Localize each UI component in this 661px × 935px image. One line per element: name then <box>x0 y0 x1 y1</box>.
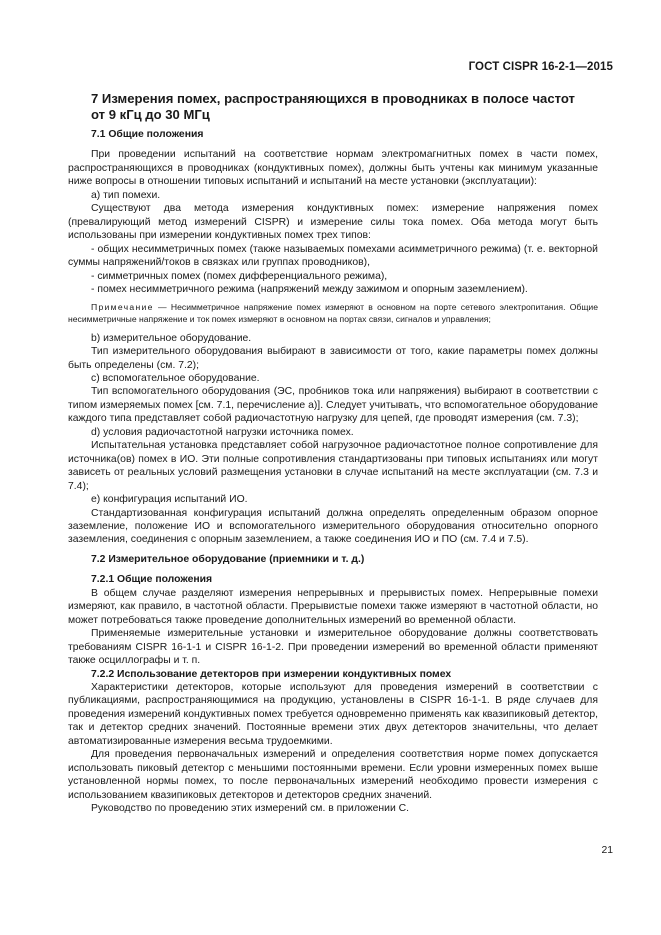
paragraph: Руководство по проведению этих измерений см. в приложении С. <box>91 803 410 815</box>
list-item-b: b) измерительное оборудование. <box>91 332 252 344</box>
dash-item: - симметричных помех (помех дифференциального режима), <box>91 270 388 282</box>
section-7-title-line1: 7 Измерения помех, распространяющихся в проводниках в полосе частот <box>91 91 575 106</box>
paragraph: Стандартизованная конфигурация испытаний должна определять определенным образом опорное заземление, положение ИО и вспомогательного измерительного оборудования относительно опорного заземления, соединения с опорным заземлением, а также соединения ИО и ПО (см. 7.4 и 7.5). <box>68 507 598 546</box>
paragraph: В общем случае разделяют измерения непрерывных и прерывистых помех. Непрерывные помехи измеряют, как правило, в частотной области. Прерывистые помехи также измеряют в частотной области, но может потребоваться также проведение дополнительных измерений во временной области. <box>68 587 598 626</box>
paragraph: Применяемые измерительные установки и измерительное оборудование должны соответствовать требованиям CISPR 16-1-1 и CISPR 16-1-2. При проведении измерений во временной области применяют также осциллографы и т. п. <box>68 628 598 667</box>
list-item-d: d) условия радиочастотной нагрузки источника помех. <box>91 426 354 438</box>
paragraph: Тип измерительного оборудования выбирают в зависимости от того, какие параметры помех должны быть определены (см. 7.2); <box>68 346 598 371</box>
section-7-1-heading: 7.1 Общие положения <box>91 129 204 140</box>
note <box>68 302 598 325</box>
section-7-2-heading: 7.2 Измерительное оборудование (приемники и т. д.) <box>91 553 365 565</box>
section-7-2-1-heading: 7.2.1 Общие положения <box>91 574 213 586</box>
list-item-a: а) тип помехи. <box>91 189 161 201</box>
note-label: Примечание <box>91 302 154 313</box>
page-number: 21 <box>601 845 613 856</box>
paragraph: Испытательная установка представляет собой нагрузочное радиочастотное полное сопротивление для источника(ов) помех в ИО. Эти полные сопротивления стандартизованы при типовых испытаниях или могут зависеть от реальных условий размещения установки в случае испытаний на месте эксплуатации (см. 7.3 и 7.4); <box>68 440 598 492</box>
section-7-1-body <box>68 148 598 815</box>
paragraph: Тип вспомогательного оборудования (ЭС, пробников тока или напряжения) выбирают в соответствии с типом измеряемых помех [см. 7.1, перечисление а)]. Следует учитывать, что вспомогательное оборудование каждого типа представляет собой радиочастотную нагрузку для цепей, где проводят измерения (см. 7.3); <box>68 386 598 425</box>
paragraph: Для проведения первоначальных измерений и определения соответствия норме помех допускается использовать пиковый детектор с меньшими постоянными времени. Если уровни измеренных помех выше установленной нормы помех, то после первоначальных измерений необходимо провести измерения с использованием квазипиковых детекторов и детекторов средних значений. <box>68 749 598 801</box>
dash-item: - общих несимметричных помех (также называемых помехами асимметричного режима) (т. е. векторной суммы напряжений/токов в связках или группах проводников), <box>68 243 598 269</box>
section-7-title-line2: от 9 кГц до 30 МГц <box>91 106 210 122</box>
paragraph: Характеристики детекторов, которые используют для проведения измерений в соответствии с публикациями, распространяющимися на продукцию, установлены в CISPR 16-1-1. В ряде случаев для проведения измерений кондуктивных помех требуется одновременно применять как квазипиковый детектор, так и детектор средних значений. Постоянные времени этих двух детекторов значительны, что делает автоматизированные измерения весьма трудоемкими. <box>68 681 598 747</box>
dash-item: - помех несимметричного режима (напряжений между зажимом и опорным заземлением). <box>91 283 528 295</box>
list-item-e: е) конфигурация испытаний ИО. <box>91 494 248 506</box>
page-content <box>68 91 598 815</box>
list-item-c: с) вспомогательное оборудование. <box>91 372 260 384</box>
section-7-title <box>91 91 598 122</box>
note-text: — Несимметричное напряжение помех измеряют в основном на порте сетевого электропитания. Общие несимметричные напряжение и ток помех измеряют в основном на портах связи, сигналов и управления; <box>68 302 598 325</box>
paragraph: При проведении испытаний на соответствие нормам электромагнитных помех в части помех, распространяющихся в проводниках (кондуктивных помех), должны быть учтены как минимум указанные ниже вопросы в отношении типовых испытаний и испытаний на месте установки (эксплуатации): <box>68 149 598 188</box>
section-7-2-2-heading: 7.2.2 Использование детекторов при измерении кондуктивных помех <box>91 668 452 680</box>
running-header: ГОСТ CISPR 16-2-1—2015 <box>468 61 613 73</box>
paragraph: Существуют два метода измерения кондуктивных помех: измерение напряжения помех (превалирующий метод измерений CISPR) и измерение силы тока помех. Оба метода могут быть использованы при измерении кондуктивных помех трех типов: <box>68 203 598 242</box>
